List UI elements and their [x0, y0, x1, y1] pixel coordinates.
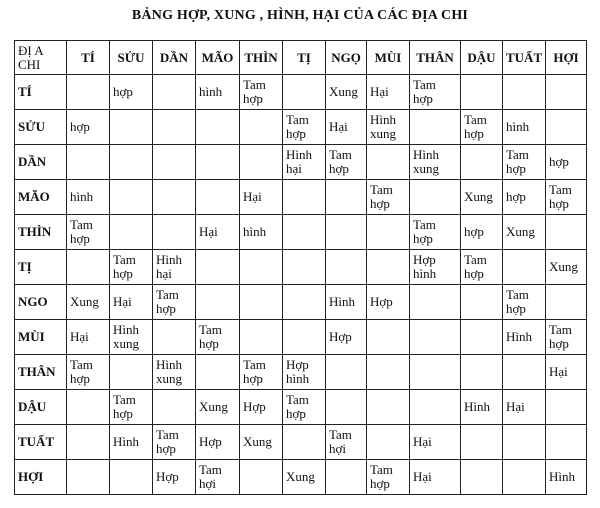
table-cell: Hợp — [196, 425, 240, 460]
table-cell: Tam hợp — [546, 320, 587, 355]
row-header: TUẤT — [15, 425, 67, 460]
table-cell: Xung — [283, 460, 326, 495]
table-cell: Hợp hình — [410, 250, 461, 285]
header-row — [15, 41, 587, 75]
table-row — [15, 285, 587, 320]
row-header: DẦN — [15, 145, 67, 180]
table-cell: Hình — [461, 390, 503, 425]
table-cell — [240, 250, 283, 285]
table-cell — [546, 110, 587, 145]
table-cell: Hợp hình — [283, 355, 326, 390]
column-header: THÂN — [410, 41, 461, 75]
table-cell — [196, 250, 240, 285]
table-cell — [367, 390, 410, 425]
column-header: HỢI — [546, 41, 587, 75]
relations-table — [14, 40, 587, 495]
row-header: HỢI — [15, 460, 67, 495]
table-cell — [153, 215, 196, 250]
table-cell: Hại — [326, 110, 367, 145]
table-cell: Tam hợi — [196, 460, 240, 495]
table-cell — [410, 355, 461, 390]
table-cell: Hình xung — [367, 110, 410, 145]
table-cell: Hình hại — [283, 145, 326, 180]
table-cell — [153, 180, 196, 215]
table-cell: Hại — [503, 390, 546, 425]
table-cell: Tam hợp — [546, 180, 587, 215]
table-cell — [283, 180, 326, 215]
row-header: MÃO — [15, 180, 67, 215]
table-row — [15, 355, 587, 390]
table-cell — [110, 180, 153, 215]
table-cell — [67, 390, 110, 425]
table-cell: Hại — [546, 355, 587, 390]
table-cell — [67, 250, 110, 285]
table-cell — [503, 425, 546, 460]
table-cell: Tam hợp — [461, 110, 503, 145]
table-cell: Hại — [67, 320, 110, 355]
table-cell — [461, 285, 503, 320]
table-cell: Tam hợp — [461, 250, 503, 285]
table-cell: Tam hợp — [410, 75, 461, 110]
table-row — [15, 460, 587, 495]
table-cell: Hại — [196, 215, 240, 250]
table-cell: Tam hợp — [283, 110, 326, 145]
column-header: TÍ — [67, 41, 110, 75]
table-cell: Tam hợp — [110, 250, 153, 285]
table-cell: Tam hợp — [240, 75, 283, 110]
table-cell: Xung — [461, 180, 503, 215]
column-header: SỬU — [110, 41, 153, 75]
table-cell: Hình xung — [110, 320, 153, 355]
table-cell — [461, 425, 503, 460]
table-cell: Tam hợp — [326, 145, 367, 180]
table-cell — [326, 355, 367, 390]
table-cell — [283, 320, 326, 355]
column-header: DẬU — [461, 41, 503, 75]
table-cell — [546, 425, 587, 460]
table-cell: Tam hợi — [326, 425, 367, 460]
table-cell — [110, 145, 153, 180]
table-cell — [67, 75, 110, 110]
row-header: THÂN — [15, 355, 67, 390]
table-cell: Tam hợp — [503, 285, 546, 320]
table-cell — [503, 250, 546, 285]
table-cell — [326, 460, 367, 495]
table-cell: Tam hợp — [367, 180, 410, 215]
table-cell: Hình — [326, 285, 367, 320]
table-cell — [110, 110, 153, 145]
table-cell: Hợp — [367, 285, 410, 320]
column-header: MÙI — [367, 41, 410, 75]
table-cell — [240, 285, 283, 320]
row-header: NGO — [15, 285, 67, 320]
table-cell: Xung — [546, 250, 587, 285]
table-cell: Xung — [503, 215, 546, 250]
table-row — [15, 215, 587, 250]
table-cell — [153, 75, 196, 110]
table-cell — [196, 145, 240, 180]
table-cell — [546, 285, 587, 320]
table-cell: Hại — [240, 180, 283, 215]
table-cell — [283, 250, 326, 285]
table-cell: Tam hợp — [503, 145, 546, 180]
table-cell — [240, 145, 283, 180]
table-cell — [461, 145, 503, 180]
table-cell — [110, 460, 153, 495]
table-cell: Hợp — [240, 390, 283, 425]
table-cell — [67, 145, 110, 180]
table-cell: Tam hợp — [110, 390, 153, 425]
table-cell — [240, 460, 283, 495]
table-cell — [410, 390, 461, 425]
table-cell — [410, 285, 461, 320]
table-cell: Xung — [196, 390, 240, 425]
table-cell — [240, 320, 283, 355]
table-cell — [326, 180, 367, 215]
table-cell — [326, 250, 367, 285]
table-cell — [283, 215, 326, 250]
table-cell — [461, 355, 503, 390]
table-cell — [461, 460, 503, 495]
table-cell: Hình — [546, 460, 587, 495]
table-row — [15, 145, 587, 180]
table-body — [15, 75, 587, 495]
table-cell: Xung — [326, 75, 367, 110]
column-header: MÃO — [196, 41, 240, 75]
table-cell: Hại — [110, 285, 153, 320]
column-header: THÌN — [240, 41, 283, 75]
table-row — [15, 180, 587, 215]
table-cell: hình — [240, 215, 283, 250]
table-cell — [153, 390, 196, 425]
table-cell — [153, 320, 196, 355]
table-cell — [503, 75, 546, 110]
table-cell — [326, 215, 367, 250]
table-cell: hình — [196, 75, 240, 110]
table-cell — [461, 320, 503, 355]
table-cell — [283, 285, 326, 320]
table-cell — [367, 145, 410, 180]
table-cell: Xung — [67, 285, 110, 320]
row-header: SỬU — [15, 110, 67, 145]
table-cell: Hại — [410, 460, 461, 495]
table-cell: Tam hợp — [410, 215, 461, 250]
table-row — [15, 110, 587, 145]
table-cell: Hình xung — [153, 355, 196, 390]
table-row — [15, 390, 587, 425]
column-header: DẦN — [153, 41, 196, 75]
table-cell — [367, 355, 410, 390]
table-row — [15, 425, 587, 460]
row-header: TỊ — [15, 250, 67, 285]
table-cell: Tam hợp — [367, 460, 410, 495]
table-cell — [196, 285, 240, 320]
table-cell: Hợp — [153, 460, 196, 495]
table-cell — [410, 110, 461, 145]
table-cell — [196, 355, 240, 390]
row-header: DẬU — [15, 390, 67, 425]
table-cell: Xung — [240, 425, 283, 460]
table-cell — [367, 250, 410, 285]
table-cell: hình — [503, 110, 546, 145]
table-cell: Hình — [110, 425, 153, 460]
table-row — [15, 250, 587, 285]
column-header: TUẤT — [503, 41, 546, 75]
table-cell — [196, 180, 240, 215]
table-cell — [110, 215, 153, 250]
table-cell — [196, 110, 240, 145]
table-cell — [283, 75, 326, 110]
table-cell — [367, 215, 410, 250]
table-cell — [503, 355, 546, 390]
table-cell: hợp — [67, 110, 110, 145]
row-header: MÙI — [15, 320, 67, 355]
table-cell: Hình xung — [410, 145, 461, 180]
table-cell: Hình — [503, 320, 546, 355]
table-cell: Tam hợp — [196, 320, 240, 355]
table-cell: Hình hại — [153, 250, 196, 285]
table-cell: hợp — [546, 145, 587, 180]
column-header: NGỌ — [326, 41, 367, 75]
table-row — [15, 75, 587, 110]
table-cell — [110, 355, 153, 390]
table-cell: Tam hợp — [153, 285, 196, 320]
row-header: TÍ — [15, 75, 67, 110]
table-cell — [67, 460, 110, 495]
column-header: TỊ — [283, 41, 326, 75]
table-cell: Hại — [410, 425, 461, 460]
page-title: BẢNG HỢP, XUNG , HÌNH, HẠI CỦA CÁC ĐỊA CHI — [131, 8, 469, 23]
table-cell: hợp — [461, 215, 503, 250]
table-cell: Hợp — [326, 320, 367, 355]
table-row — [15, 320, 587, 355]
table-cell — [67, 425, 110, 460]
table-cell — [546, 390, 587, 425]
table-cell — [283, 425, 326, 460]
table-cell: Tam hợp — [153, 425, 196, 460]
table-cell — [367, 425, 410, 460]
table-cell: Tam hợp — [67, 215, 110, 250]
row-header: THÌN — [15, 215, 67, 250]
table-cell — [546, 215, 587, 250]
table-cell — [503, 460, 546, 495]
table-cell — [410, 320, 461, 355]
table-cell: Tam hợp — [240, 355, 283, 390]
table-cell — [461, 75, 503, 110]
table-cell — [153, 110, 196, 145]
table-cell: hình — [67, 180, 110, 215]
table-cell — [410, 180, 461, 215]
table-cell: hợp — [503, 180, 546, 215]
table-cell — [153, 145, 196, 180]
table-cell: Tam hợp — [283, 390, 326, 425]
table-cell: hợp — [110, 75, 153, 110]
table-cell — [367, 320, 410, 355]
table-cell — [326, 390, 367, 425]
table-cell — [546, 75, 587, 110]
table-cell: Tam hợp — [67, 355, 110, 390]
table-cell: Hại — [367, 75, 410, 110]
corner-header: ĐỊ A CHI — [15, 41, 67, 75]
table-cell — [240, 110, 283, 145]
